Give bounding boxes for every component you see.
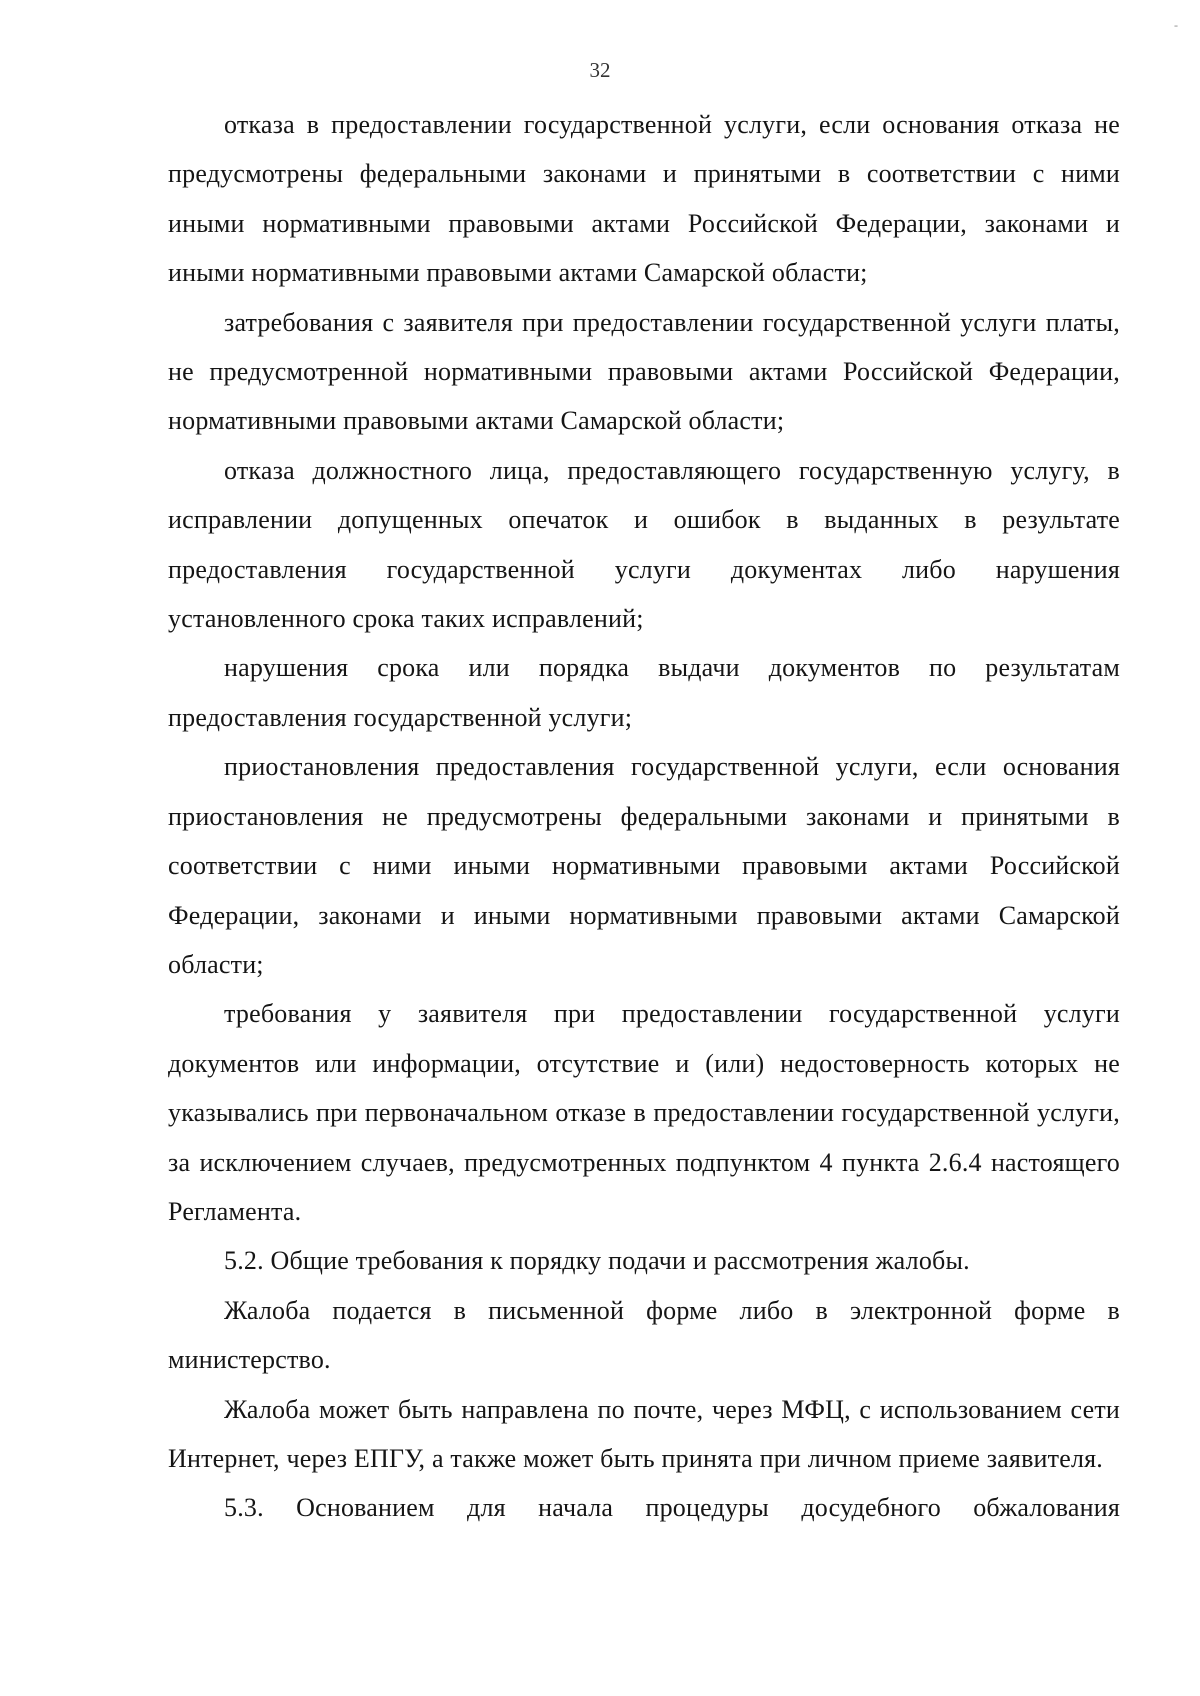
page-number: 32 xyxy=(589,58,611,82)
document-body xyxy=(168,100,1120,1533)
paragraph-suspension: приостановления предоставления государственной услуги, если основания приостановления не предусмотрены федеральными законами и принятыми в соответствии с ними иными нормативными правовыми актами Российской Федерации, законами и иными нормативными правовыми актами Самарской области; xyxy=(168,752,1120,979)
paragraph-complaint-form: Жалоба подается в письменной форме либо в электронной форме в министерство. xyxy=(168,1295,1120,1375)
paragraph-complaint-channels: Жалоба может быть направлена по почте, через МФЦ, с использованием сети Интернет, через ЕПГУ, а также может быть принята при личном приеме заявителя. xyxy=(168,1394,1120,1473)
section-5-2-heading: 5.2. Общие требования к порядку подачи и рассмотрения жалобы. xyxy=(224,1246,970,1276)
paragraph-refusal-grounds: отказа в предоставлении государственной услуги, если основания отказа не предусмотрены федеральными законами и принятыми в соответствии с ними иными нормативными правовыми актами Российской Федерации, законами и иными нормативными правовыми актами Самарской области; xyxy=(168,110,1120,288)
paragraph-fee-demand: затребования с заявителя при предоставлении государственной услуги платы, не предусмотренной нормативными правовыми актами Российской Федерации, нормативными правовыми актами Самарской области; xyxy=(168,307,1120,436)
section-5-3-start: 5.3. Основанием для начала процедуры досудебного обжалования xyxy=(224,1493,1120,1523)
scan-corner-mark: - xyxy=(1174,18,1178,32)
paragraph-correction-refusal: отказа должностного лица, предоставляющего государственную услугу, в исправлении допущенных опечаток и ошибок в выданных в результате предоставления государственной услуги документах либо нарушения установленного срока таких исправлений; xyxy=(168,455,1120,634)
paragraph-document-demand: требования у заявителя при предоставлении государственной услуги документов или информации, отсутствие и (или) недостоверность которых не указывались при первоначальном отказе в предоставлении государственной услуги, за исключением случаев, предусмотренных подпунктом 4 пункта 2.6.4 настоящего Регламента. xyxy=(168,999,1120,1226)
paragraph-issuance-violation: нарушения срока или порядка выдачи документов по результатам предоставления государственной услуги; xyxy=(168,653,1120,732)
